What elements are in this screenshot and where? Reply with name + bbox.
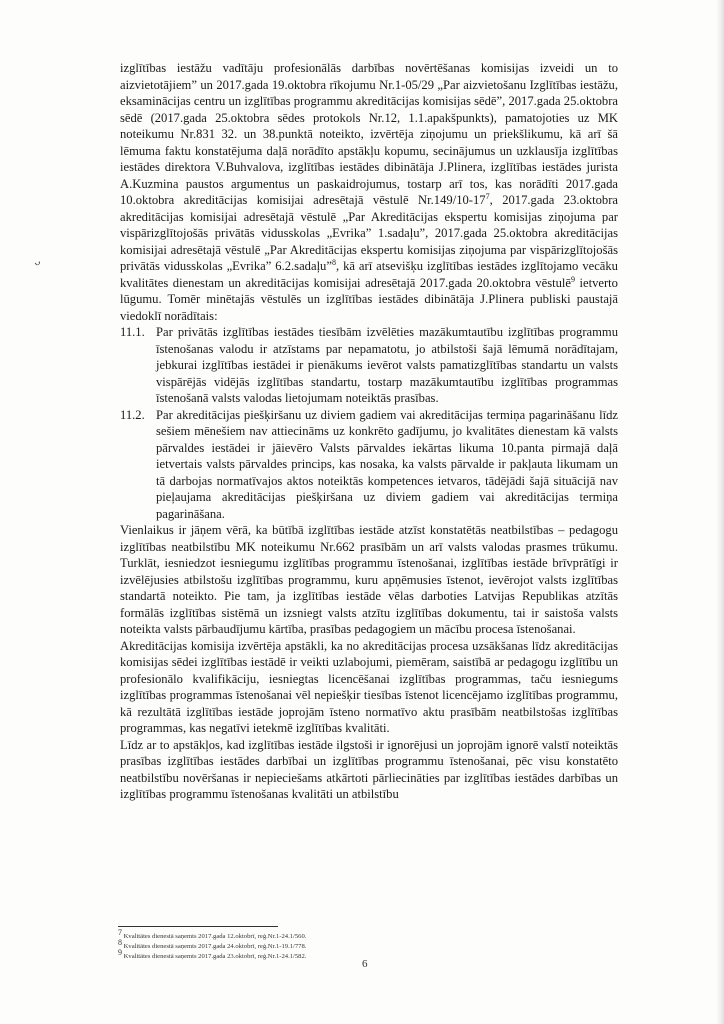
body-text bbox=[120, 60, 618, 803]
footnote-separator bbox=[118, 926, 278, 927]
footnote-text: Kvalitātes dienestā saņemts 2017.gada 24.oktobrī, reģ.Nr.1-19.1/778. bbox=[123, 943, 307, 950]
footnote-7 bbox=[118, 927, 518, 942]
paragraph-1-text-mid: , 2017.gada 23.oktobra akreditācijas komisijai adresētajā vēstulē „Par Akreditācijas ekspertu komisijas ziņojuma par vispārizglītojošās privātās vidusskolas „Evrika” 1.sadaļu”, 2017.gada 25.oktobra akreditācijas komisijai adresētajā vēstulē „Par Akreditācijas ekspertu komisijas ziņojuma par vispārizglītojošās privātās vidusskolas „Evrika” 6.2.sadaļu” bbox=[120, 193, 618, 273]
footnotes bbox=[118, 927, 518, 962]
list-item-text: Par privātās izglītības iestādes tiesībām izvēlēties mazākumtautību izglītības programmu īstenošanas valodu ir atzīstams par nepamatotu, jo atbilstoši šajā lēmumā norādītajam, jebkurai izglītības iestādei ir pienākums ievērot valsts pamatizglītības standartu un valsts vispārējās vidējās izglītības standartu, tostarp mazākumtautību izglītības programmas īstenošanā valsts valodas lietojumam noteiktās prasības. bbox=[156, 325, 618, 405]
footnote-text: Kvalitātes dienestā saņemts 2017.gada 12.oktobrī, reģ.Nr.1-24.1/560. bbox=[123, 933, 307, 940]
list-item-number: 11.2. bbox=[120, 407, 145, 422]
paragraph-3: Akreditācijas komisija izvērtēja apstākli, ka no akreditācijas procesa uzsākšanas līdz akreditācijas komisijas sēdei izglītības iestādē ir veikti uzlabojumi, piemēram, saistībā ar pedagogu izglītību un profesionālo kvalifikāciju, iesniegtas licencēšanai izglītības programmas, taču iesniegums izglītības programmas īstenošanai vēl nepiešķir tiesības īstenot licencējamo izglītības programmu, kā rezultātā izglītības iestāde joprojām īsteno normatīvo aktu prasībām neatbilstošas izglītības programmas, kas negatīvi ietekmē izglītības kvalitāti. bbox=[120, 638, 618, 735]
scan-edge-shadow bbox=[716, 0, 724, 1024]
paragraph-4: Līdz ar to apstākļos, kad izglītības iestāde ilgstoši ir ignorējusi un joprojām ignorē valstī noteiktās prasības izglītības iestādes darbībai un izglītības programmu īstenošanai, pēc visu konstatēto neatbilstību novēršanas ir nepieciešams atkārtoti pārliecināties par izglītības iestādes darbības un izglītības programmu īstenošanas kvalitāti un atbilstību bbox=[120, 737, 618, 801]
footnote-mark: 9 bbox=[118, 947, 122, 957]
list-item-11-1 bbox=[120, 324, 618, 407]
footnote-mark: 7 bbox=[118, 927, 122, 937]
footnote-9 bbox=[118, 947, 518, 962]
footnote-8 bbox=[118, 937, 518, 952]
margin-handwritten-mark: ᴗ bbox=[31, 253, 43, 269]
paragraph-2: Vienlaikus ir jāņem vērā, ka būtībā izglītības iestāde atzīst konstatētās neatbilstības – pedagogu izglītības neatbilstību MK noteikumu Nr.662 prasībām un arī valsts valodas prasmes trūkumu. Turklāt, iesniedzot iesniegumu izglītības programmu īstenošanai, izglītības iestāde brīvprātīgi ir izvēlējusies atbilstošu izglītības programmu, kuru apņēmusies īstenot, ievērojot valsts izglītības standartā noteikto. Pie tam, ja izglītības iestāde vēlas darboties Latvijas Republikas atzītās formālās izglītības sistēmā un izsniegt valsts atzītu izglītības dokumentu, tai ir saistoša valsts noteikta valsts pārbaudījumu kārtība, prasības pedagogiem un mācību procesa īstenošanai. bbox=[120, 523, 618, 636]
list-item-11-2 bbox=[120, 407, 618, 523]
paragraph-1-text-end: ietverto lūgumu. Tomēr minētajās vēstulēs un izglītības iestādes dibinātāja J.Plinera publiski paustajā viedoklī norādītais: bbox=[120, 275, 618, 323]
footnote-ref-9: 9 bbox=[570, 274, 575, 284]
page-number: 6 bbox=[362, 958, 368, 970]
list-item-number: 11.1. bbox=[120, 325, 145, 339]
footnote-mark: 8 bbox=[118, 937, 122, 947]
paragraph-1-text: izglītības iestāžu vadītāju profesionālās darbības novērtēšanas komisijas izveidi un to aizvietotājiem” un 2017.gada 19.oktobra rīkojumu Nr.1-05/29 „Par aizvietošanu Izglītības iestāžu, eksaminācijas centru un izglītības programmu akreditācijas komisijas sēdē”, 2017.gada 25.oktobra sēdē (2017.gada 25.oktobra sēdes protokols Nr.12, 1.1.apakšpunkts), pamatojoties uz MK noteikumu Nr.831 32. un 38.punktā noteikto, izvērtēja ziņojumu un priekšlikumu, kā arī šā lēmuma faktu konstatējuma daļā norādīto apstākļu kopumu, secinājumus un uzklausīja izglītības iestādes direktora V.Buhvalova, izglītības iestādes dibinātāja J.Plinera, izglītības iestādes jurista A.Kuzmina paustos argumentus un paskaidrojumus, tostarp arī tos, kas norādīti 2017.gada 10.oktobra akreditācijas komisijai adresētajā vēstulē Nr.149/10-17 bbox=[120, 61, 618, 207]
footnote-text: Kvalitātes dienestā saņemts 2017.gada 23.oktobrī, reģ.Nr.1-24.1/582. bbox=[123, 953, 307, 960]
paragraph-1 bbox=[120, 60, 618, 324]
list-item-text: Par akreditācijas piešķiršanu uz diviem gadiem vai akreditācijas termiņa pagarināšanu līdz sešiem mēnešiem nav attiecināms uz konkrēto gadījumu, jo kvalitātes dienestam kā valsts pārvaldes iestādei ir jāievēro Valsts pārvaldes iekārtas likuma 10.panta pirmajā daļā ietvertais valsts pārvaldes princips, kas nosaka, ka valsts pārvalde ir pakļauta likumam un tā darbojas normatīvajos aktos noteiktās kompetences ietvaros, tādējādi šajā situācijā nav pieļaujama akreditācijas piešķiršana uz diviem gadiem vai akreditācijas termiņa pagarināšana. bbox=[156, 407, 618, 521]
paragraph-1-text-mid2: , kā arī atsevišķu izglītības iestādes izglītojamo vecāku kvalitātes dienestam un akreditācijas komisijai adresētajā 2017.gada 20.oktobra vēstulē bbox=[120, 259, 618, 290]
footnote-ref-7: 7 bbox=[485, 191, 490, 201]
footnote-ref-8: 8 bbox=[331, 257, 336, 267]
